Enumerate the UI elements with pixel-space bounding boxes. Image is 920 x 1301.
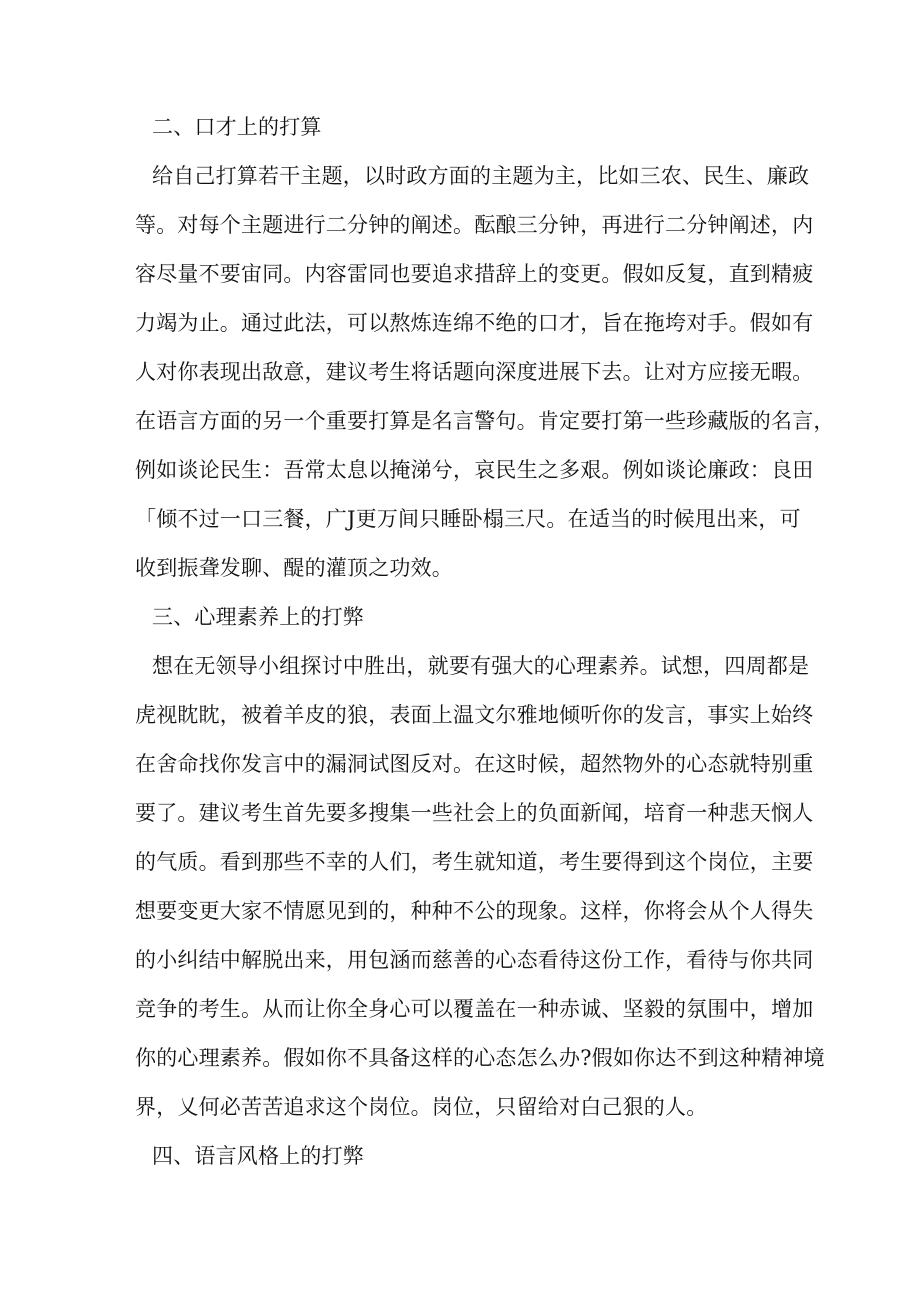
paragraph-line: 等。对每个主题进行二分钟的阐述。酝酿三分钟，再进行二分钟阐述，内 xyxy=(135,213,814,237)
paragraph-line: 给自己打算若干主题，以时政方面的主题为主，比如三农、民生、廉政 xyxy=(152,164,810,188)
paragraph-line: 收到振聋发聊、醍的灌顶之功效。 xyxy=(135,556,453,580)
paragraph-line: 要了。建议考生首先要多搜集一些社会上的负面新闻，培育一种悲天悯人 xyxy=(135,801,814,825)
paragraph-line: 想要变更大家不情愿见到的，种种不公的现象。这样，你将会从个人得失 xyxy=(135,899,814,923)
paragraph-line: 在语言方面的另一个重要打算是名言警句。肯定要打第一些珍藏版的名言， xyxy=(135,409,835,433)
paragraph-line: 在舍命找你发言中的漏洞试图反对。在这时候，超然物外的心态就特别重 xyxy=(135,752,814,776)
paragraph-line: 虎视眈眈，被着羊皮的狼，表面上温文尔雅地倾听你的发言，事实上始终 xyxy=(135,703,814,727)
section-heading-psychology: 三、心理素养上的打弊 xyxy=(152,605,364,629)
paragraph-line: 竞争的考生。从而让你全身心可以覆盖在一种赤诚、坚毅的氛围中，增加 xyxy=(135,997,814,1021)
paragraph-line: 的小纠结中解脱出来，用包涵而慈善的心态看待这份工作，看待与你共同 xyxy=(135,948,814,972)
paragraph-line: 人对你表现出敌意，建议考生将话题向深度进展下去。让对方应接无暇。 xyxy=(135,360,814,384)
paragraph-line: 的气质。看到那些不幸的人们，考生就知道，考生要得到这个岗位，主要 xyxy=(135,850,814,874)
paragraph-line: 想在无领导小组探讨中胜出，就要有强大的心理素养。试想，四周都是 xyxy=(152,654,810,678)
paragraph-line: 「倾不过一口三餐，广J更万间只睡卧榻三尺。在适当的时候甩出来，可 xyxy=(135,507,801,531)
section-heading-language-style: 四、语言风格上的打弊 xyxy=(152,1144,364,1168)
paragraph-line: 你的心理素养。假如你不具备这样的心态怎么办?假如你达不到这种精神境 xyxy=(135,1046,825,1070)
paragraph-line: 容尽量不要宙同。内容雷同也要追求措辞上的变更。假如反复，直到精疲 xyxy=(135,262,814,286)
paragraph-line: 例如谈论民生：吾常太息以掩涕兮，哀民生之多艰。例如谈论廉政：良田 xyxy=(135,458,814,482)
paragraph-line: 力竭为止。通过此法，可以熬炼连绵不绝的口才，旨在拖垮对手。假如有 xyxy=(135,311,814,335)
section-heading-eloquence: 二、口才上的打算 xyxy=(152,115,322,139)
paragraph-line: 界，乂何必苦苦追求这个岗位。岗位，只留给对白己狠的人。 xyxy=(135,1095,708,1119)
